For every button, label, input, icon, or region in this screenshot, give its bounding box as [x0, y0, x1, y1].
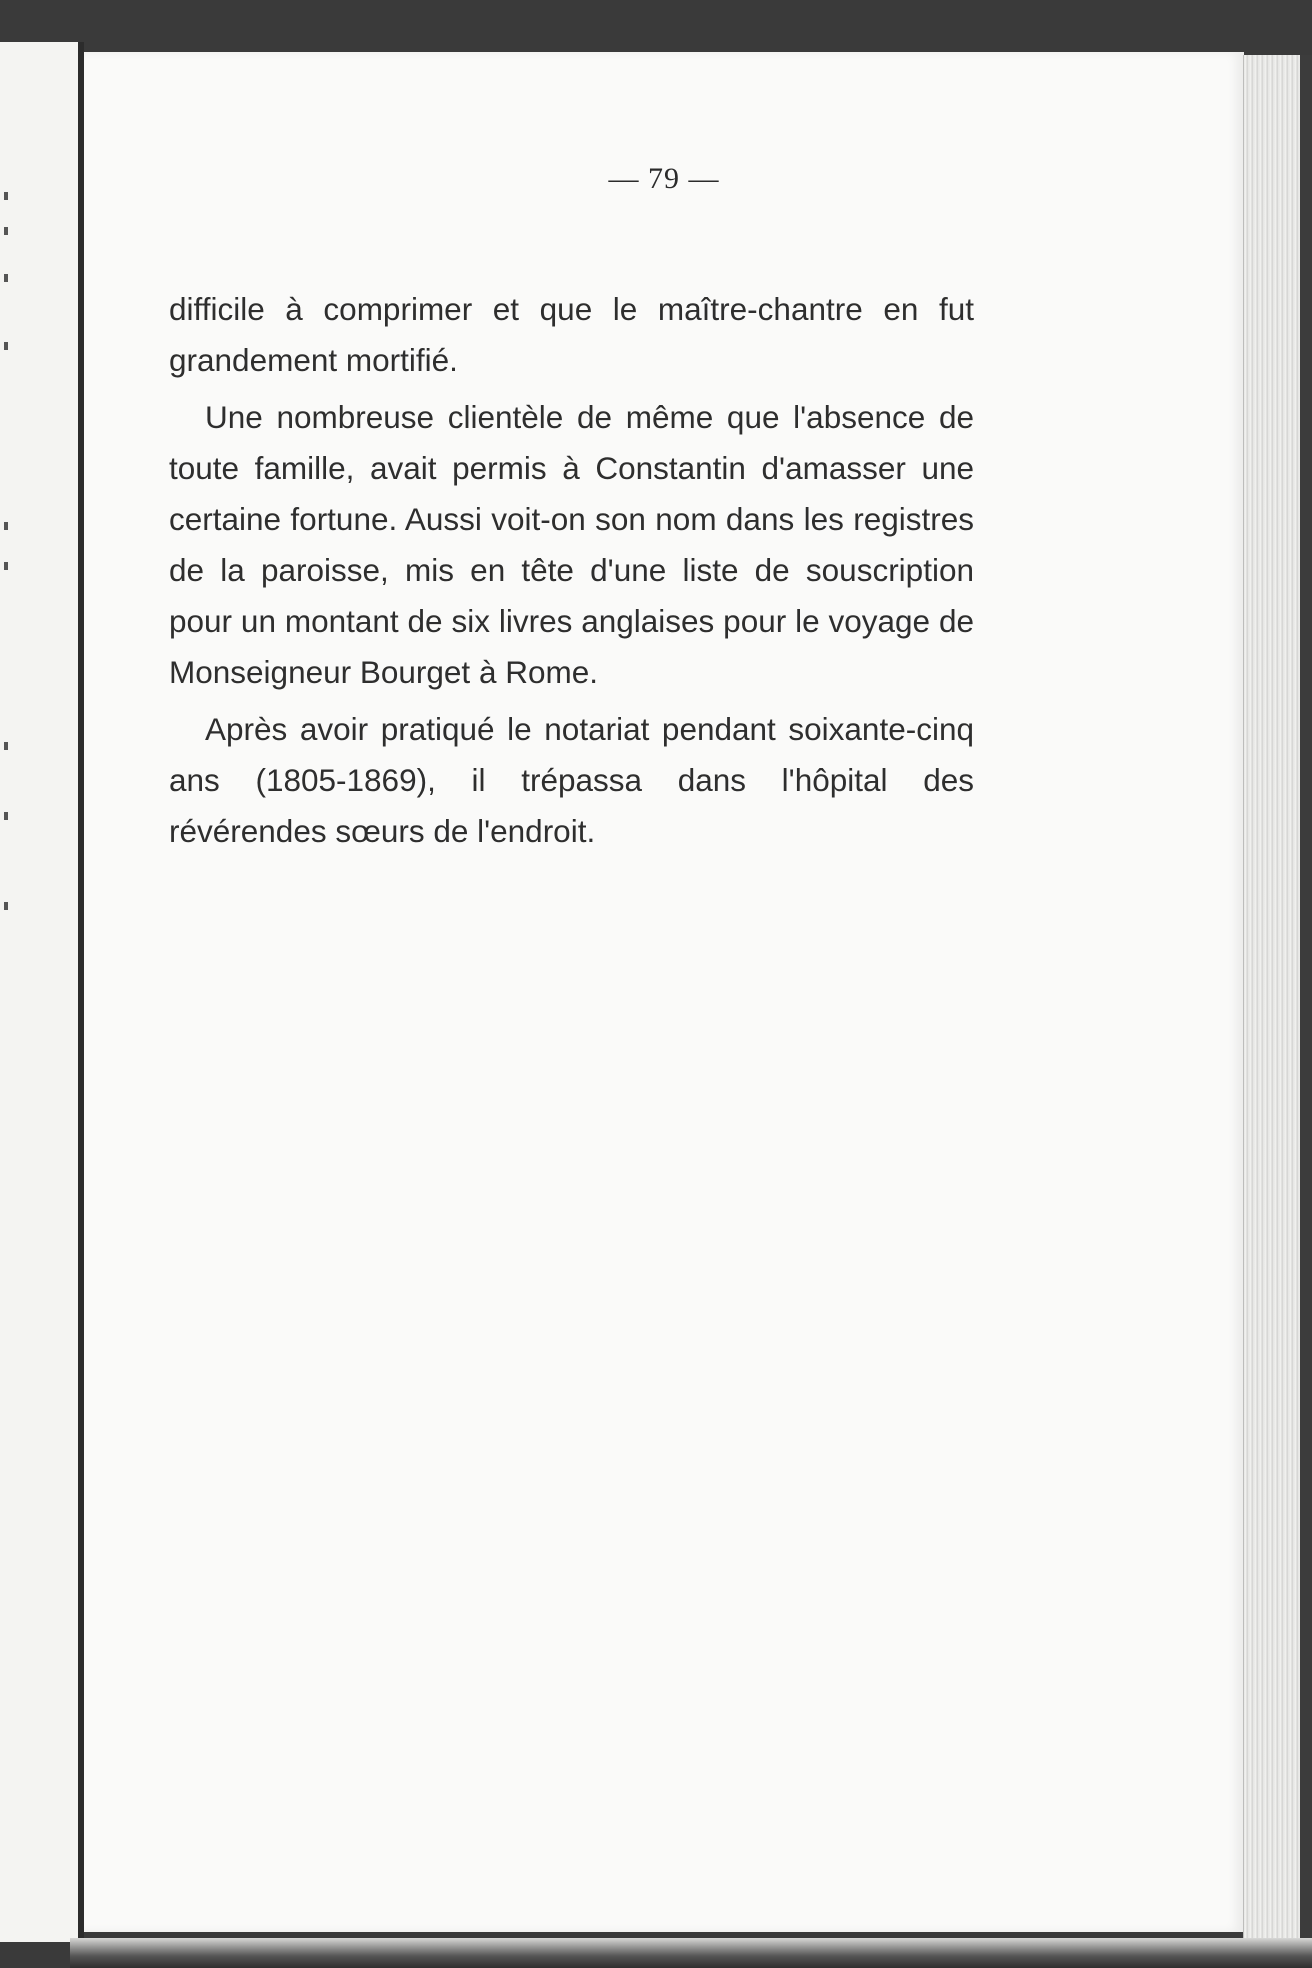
margin-mark	[4, 342, 8, 350]
book-bottom-edge	[70, 1938, 1312, 1968]
margin-mark	[4, 274, 8, 282]
page-body	[169, 284, 974, 863]
margin-mark	[4, 812, 8, 820]
paragraph-1: difficile à comprimer et que le maître-chantre en fut grandement mortifié.	[169, 291, 974, 378]
previous-page-edge	[0, 42, 84, 1942]
margin-mark	[4, 902, 8, 910]
margin-mark	[4, 562, 8, 570]
book-page-edges	[1243, 55, 1312, 1945]
margin-mark	[4, 227, 8, 235]
paragraph-3: Après avoir pratiqué le notariat pendant soixante-cinq ans (1805-1869), il trépassa dans l'hôpital des révérendes sœurs de l'endroit.	[169, 711, 974, 849]
book-page	[84, 52, 1244, 1932]
page-number: — 79 —	[608, 162, 720, 195]
margin-mark	[4, 742, 8, 750]
margin-mark	[4, 522, 8, 530]
book-cover-edge	[1300, 55, 1312, 1945]
paragraph-2: Une nombreuse clientèle de même que l'absence de toute famille, avait permis à Constantin d'amasser une certaine fortune. Aussi voit-on son nom dans les registres de la paroisse, mis en tête d'une liste de souscription pour un montant de six livres anglaises pour le voyage de Monseigneur Bourget à Rome.	[169, 399, 974, 690]
margin-mark	[4, 192, 8, 200]
